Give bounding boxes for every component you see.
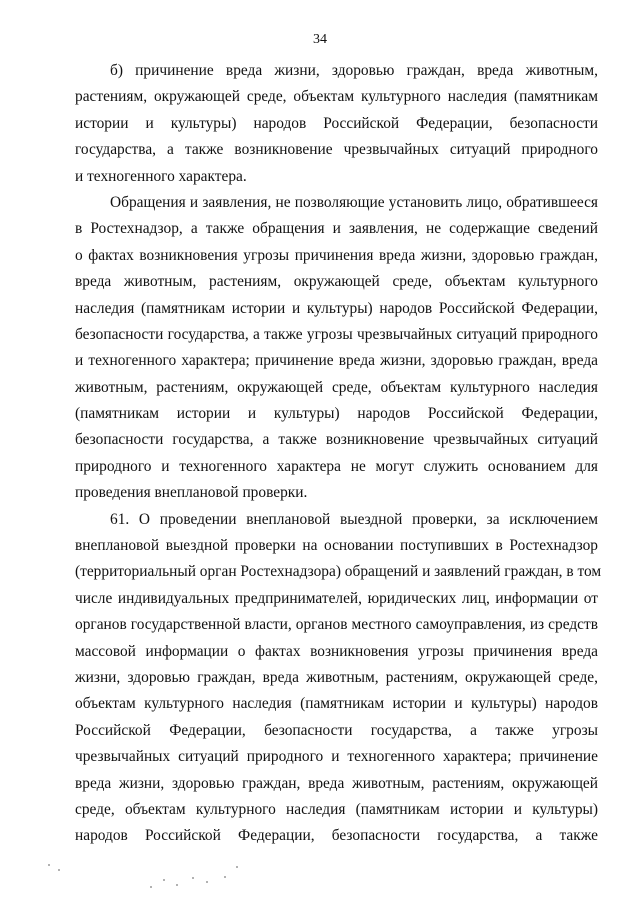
- text-line: массовой информации о фактах возникновения угрозы причинения вреда: [75, 642, 598, 660]
- text-line: б) причинение вреда жизни, здоровью граждан, вреда животным,: [110, 62, 598, 79]
- text-line: природного и техногенного характера не могут служить основанием для: [75, 457, 598, 475]
- text-line: органов государственной власти, органов местного самоуправления, из средств: [75, 616, 598, 634]
- text-line: жизни, здоровью граждан, вреда животным, растениям, окружающей среде,: [75, 668, 598, 686]
- text-line: наследия (памятникам истории и культуры) народов Российской Федерации,: [75, 299, 598, 317]
- text-line: государства, а также возникновение чрезвычайных ситуаций природного: [75, 141, 598, 159]
- paragraph-item-b: [75, 58, 598, 190]
- text-line: среде, объектам культурного наследия (памятникам истории и культуры): [75, 800, 598, 818]
- text-line: истории и культуры) народов Российской Федерации, безопасности: [75, 114, 598, 132]
- scan-speck: [150, 886, 152, 888]
- scan-speck: [176, 884, 178, 886]
- paragraph-61: [75, 507, 602, 850]
- text-line: о фактах возникновения угрозы причинения вреда жизни, здоровью граждан,: [75, 246, 598, 264]
- text-line: внеплановой выездной проверки на основании поступивших в Ростехнадзор: [75, 537, 598, 555]
- text-line: проведения внеплановой проверки.: [75, 484, 308, 502]
- scan-speck: [206, 881, 208, 883]
- text-line: растениям, окружающей среде, объектам культурного наследия (памятникам: [75, 88, 598, 106]
- paragraph-appeals: [75, 190, 598, 507]
- text-line: числе индивидуальных предпринимателей, юридических лиц, информации от: [75, 589, 598, 607]
- text-line: чрезвычайных ситуаций природного и техногенного характера; причинение: [75, 748, 598, 766]
- text-line: народов Российской Федерации, безопасности государства, а также: [75, 827, 598, 845]
- scan-speck: [224, 876, 226, 878]
- text-line: в Ростехнадзор, а также обращения и заявления, не содержащие сведений: [75, 220, 598, 238]
- scan-speck: [236, 866, 238, 868]
- text-line: и техногенного характера.: [75, 167, 247, 185]
- text-line: вреда жизни, здоровью граждан, вреда животным, растениям, окружающей: [75, 774, 598, 792]
- page-number: 34: [313, 32, 327, 47]
- text-line: (памятникам истории и культуры) народов Российской Федерации,: [75, 405, 598, 423]
- text-line: вреда животным, растениям, окружающей среде, объектам культурного: [75, 273, 598, 291]
- text-line: безопасности государства, а также угрозы чрезвычайных ситуаций природного: [75, 325, 598, 343]
- scan-speck: [48, 864, 50, 866]
- scan-speck: [192, 877, 194, 879]
- text-line: Российской Федерации, безопасности государства, а также угрозы: [75, 721, 598, 739]
- text-line: и техногенного характера; причинение вреда жизни, здоровью граждан, вреда: [75, 352, 598, 370]
- scan-speck: [58, 869, 60, 871]
- text-line: Обращения и заявления, не позволяющие установить лицо, обратившееся: [110, 193, 598, 211]
- text-line: 61. О проведении внеплановой выездной проверки, за исключением: [110, 510, 598, 528]
- text-line: безопасности государства, а также возникновение чрезвычайных ситуаций: [75, 431, 598, 449]
- document-body: [75, 58, 602, 850]
- scan-speck: [163, 879, 165, 881]
- text-line: (территориальный орган Ростехнадзора) обращений и заявлений граждан, в том: [75, 563, 602, 581]
- text-line: животным, растениям, окружающей среде, объектам культурного наследия: [75, 378, 598, 396]
- text-line: объектам культурного наследия (памятникам истории и культуры) народов: [75, 695, 598, 713]
